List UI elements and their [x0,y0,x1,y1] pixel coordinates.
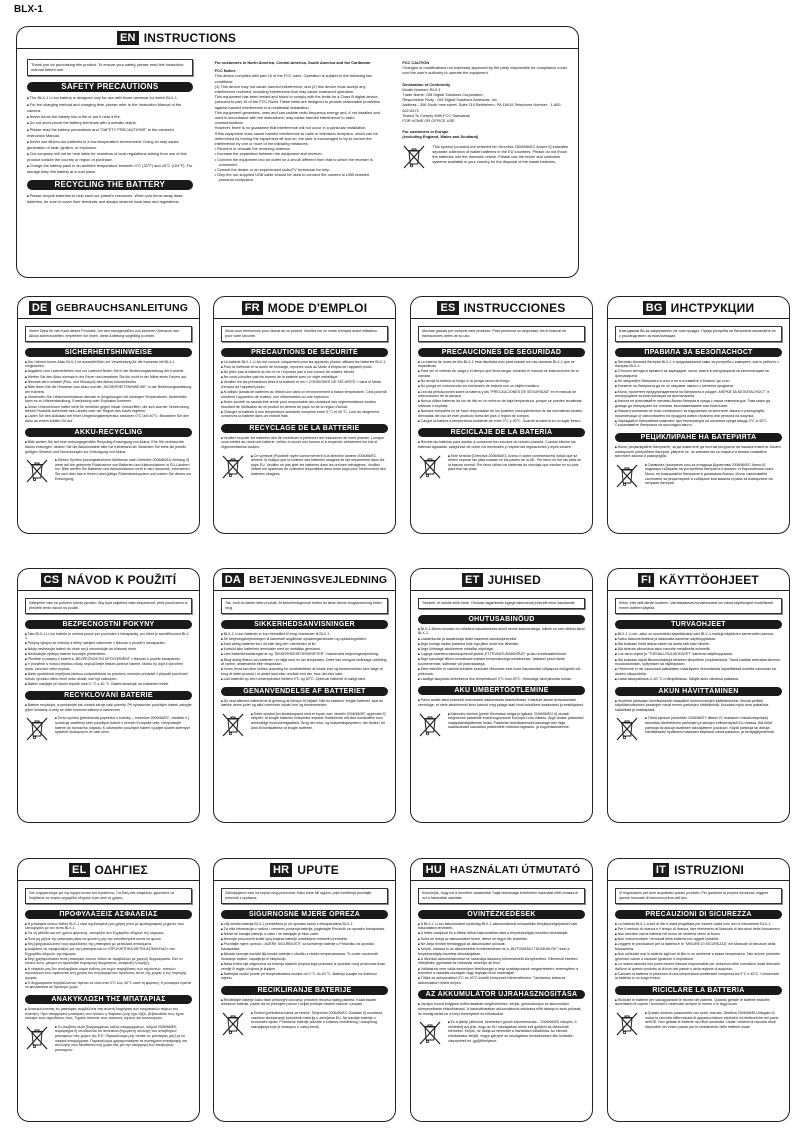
weee-text: ■ Dette symbol [en skraldespand med et kryds over, direktiv 2006/66/EF, appendix II] betyder, at brugte batterier indsamles separat. Batterierne må ikke bortskaffes som almindeligt husholdningsaffald. Brug det retur- og indsamlingssystem, der findes i dit land til bortskaffelse af brugte batterier. [251,712,388,737]
list-item: ■ Za više informacija o načinu i vremenu punjenja baterija, pogledajte Priručnik za uporabu fotoaparata. [221,927,388,932]
section-heading-safety: PRECAUZIONI DI SICUREZZA [615,910,782,919]
panel-title [214,297,395,319]
panel-fr [213,296,396,534]
panel-title [17,27,578,49]
panel-title-text: INSTRUCTIONS [143,30,237,45]
weee-notice [418,712,585,738]
crossed-out-wheeled-bin-icon [25,1025,49,1051]
list-item: ■ Относно метода и времето за зареждане, моля, вижте в инструкцията за експлоатация на фотоапарата. [615,369,782,378]
safety-list [27,95,193,175]
intro-box: Zahvaljujemo vam na kupnji ovog proizvoda. Kako biste bili sigurni, prije korištenja pročitajte priručnik s uputama. [221,888,388,904]
list-item: ■ Never throw the battery into a fire or put it near a fire. [27,114,193,120]
weee-notice [25,1025,192,1053]
language-code-badge: CS [41,573,63,587]
fcc-caution-text: Changes or modifications not expressly approved by the party responsible for compliance could void the user's authority to operate the equipment. [402,65,567,76]
list-item: ■ La batería de iones de litio BLX-1 está diseñada sólo para usarse con las cámaras BLX-1 que se especifican. [418,360,585,369]
section-heading-safety: SAFETY PRECAUTIONS [27,82,193,92]
list-item: ■ Lea las precauciones sobre la batería y las "PRECAUCIONES DE SEGURIDAD" en el manual de instrucciones de la cámara. [418,390,585,399]
fcc-paragraph: This equipment has been tested and found to comply with the limits for a Class B digital device, pursuant to part 15 of the FCC Rules.These limits are designed to provide reasonable protection against harmful interference in a residential installation. [214,94,381,110]
list-item: ■ Ärge kasutage liitium-ioonakusid madala temperatuuriga keskkonnas. Vastasel juhul riskite kuumenemise, süttimise või plahvatusega. [418,657,585,666]
panel-title [608,859,789,881]
list-item: ■ Älä koskaan heitä akkua tuleen tai aseta sitä tulen lähelle. [615,642,782,647]
language-code-badge: FR [242,301,263,315]
list-item: ■ Non utilizzate mai le batterie agli ioni di litio in un ambiente a bassa temperatura. Tale azione potrebbe generare calore o causare ignizione o esplosione. [615,952,782,961]
intro-box: Nous vous remercions pour l'achat de ce produit. Veuillez lire ce mode d'emploi avant utilisation pour votre sécurité. [221,326,388,342]
weee-text: ■ Ez a jelkép [áthúzott, kerekeken guruló szemeteskuka – 2006/66/EK irányelv, II. melléklet] azt jelzi, hogy az EU országaiban külön kell gyűjteni az elhasznált elemeket. Kérjük, ne dobja az elemeket a háztartási hulladékba. Az elemek eldobásakor kérjük, vegye igénybe az országában rendelkezésre álló hulladék-visszavételi és -gyűjtőhelyeket. [448,1020,585,1045]
section-heading-recycling: AKUN HÄVITTÄMINEN [615,687,782,696]
recycling-text: ■ Моля, рециклирайте батериите, за да помогнете да пестим ресурсите на нашата планета. Когато изхвърляте употребени батерии, уверете се, че клемите им са покрити и винаги спазвайте местните закони и разпоредби. [615,445,782,459]
doc-line: Tested To Comply With FCC Standards [402,112,470,118]
safety-list [221,360,388,419]
panel-title [18,297,199,319]
intro-box: Täname, et ostsite selle toote. Ohutuse tagamiseks lugege käesolevat juhendit enne kasutamist. [418,598,585,609]
intro-box: Σας ευχαριστούμε για την αγορά αυτού του προϊόντος. Για δική σας ασφάλεια, φροντίστε να διαβάσετε το παρόν εγχειρίδιο οδηγιών πριν από τη χρήση. [25,888,192,904]
weee-notice [615,716,782,742]
doc-heading: Declaration of Conformity [402,81,451,87]
panel-title-text: INSTRUCCIONES [463,300,566,315]
list-item: ■ Non cortocircuitare i terminali della batteria con oggetti metallici. [615,937,782,942]
intro-box: Tak, fordi du købte dette produkt. Af sikkerhedsgrunde bedes du læse denne brugsanvisning inden brug. [221,598,388,614]
recycling-text: ■ Please recycle batteries to help save our planet's resources. When you throw away dead batteries, be sure to cover their terminals and always observe local laws and regulations. [27,193,193,204]
section-heading-safety: SIKKERHEDSANVISNINGER [221,620,388,629]
list-item: ■ Ärge kunagi visake patareid tulle ega jätke seda tule lähedale. [418,642,585,647]
en-column-conformity [402,57,568,205]
fcc-paragraph: (1) This device may not cause harmful interference, and (2) this device must accept any interference received, including interference that may cause undesired operation. [214,83,366,95]
list-item: ■ La batterie BLX-1 Li-ion est conçue uniquement pour les appareils photos utilisant les batteries BLX-1. [221,360,388,365]
crossed-out-wheeled-bin-icon [615,716,639,742]
crossed-out-wheeled-bin-icon [25,716,49,742]
safety-list [25,360,192,424]
safety-list [25,632,192,687]
weee-text: ■ Ce symbole [Poubelle rayée conformément à la directive annexe 2006/66/EC annexe II] indique que la collecte des batteries usagées se fait séparément dans les pays EU. Veuillez ne pas jeter les batteries dans les ordures ménagères. Veuillez utiliser les systèmes de collection disponibles dans notre pays pour l'enlèvement des batteries usagées. [251,454,388,479]
recycling-text: ■ Recicle las baterías para ayudar a conservar los recursos de nuestro planeta. Cuando elimine las baterías agotadas, asegúrese de cubrir los terminales y respete las regulaciones y leyes locales. [418,440,585,449]
list-item: ■ Η θερμοκρασία περιβάλλοντος πρέπει να είναι από 0°C έως 40°C κατά τη φόρτιση. Η μπαταρία πρέπει να φυλάσσεται σε δροσερό χώρο. [25,981,192,990]
panel-title [214,569,395,591]
panel-title [18,859,199,881]
section-heading-recycling: RICICLARE LA BATTERIA [615,986,782,995]
safety-list [418,627,585,682]
panel-title [18,569,199,591]
weee-notice [418,1020,585,1046]
list-item: ■ Pour la méthode et la durée de recharge, reportez-vous au Mode d'emploi de l'appareil photo. [221,365,388,370]
list-item: ■ Læs batteriforholdsreglerne og "SIKKERHEDSFORSKRIFTER" i kameraets betjeningsvejledning. [221,652,388,657]
list-item: ■ Para ver el método de carga y el tiempo que lleva cargar, consulte el manual de instrucciones de la cámara. [418,369,585,378]
fcc-paragraph: This equipment generates, uses and can radiate radio frequency energy and, if not installed and used in accordance with the instructions, may cause harmful interference to radio communications. [214,109,380,126]
recycling-text: ■ Baterie recyklujte, a pomáhejte tak chránit zdroje naší planety. Při vyhazování použitých baterií zakryjte jejich kontakty a vždy se řiďte místními zákony a nařízeními. [25,703,192,712]
list-item: ■ Never use lithium-ion batteries in a low-temperature environment. Doing so may cause generation of heat, ignition, or explosion. [27,139,193,150]
list-item: ■ Η μπαταρία ιόντων λιθίου BLX-1 είναι σχεδιασμένη για χρήση μόνο με φωτογραφικές μηχανές που λειτουργούν με τον τύπο BLX-1. [25,922,192,931]
list-item: ■ N'utilisez jamais de batteries au lithium-ion dans un environnement à basse température. Cela pourrait entraîner l'apparition de chaleur, une inflammation ou une explosion. [221,390,388,399]
list-item: ■ Vállalatunk nem vállal semmilyen felelősséget a helyi szabályozások megsértéséért, amennyiben a terméket a vásárlás országán vagy régióján kívül használják. [418,967,585,976]
panel-fi [607,568,790,823]
panel-title-text: UPUTE [297,862,339,877]
list-item: ■ Werfen Sie den Akku niemals in ein Feuer und bewahren Sie ihn nicht in der Nähe eines Feuers auf. [25,375,192,380]
panel-title-text: HASZNÁLATI ÚTMUTATÓ [449,863,581,876]
list-item: ■ A töltés módjával és a töltési idővel kapcsolatban lásd a fényképezőgép kezelési útmutatóját. [418,931,585,936]
safety-list [615,632,782,682]
en-column-safety [27,57,193,205]
section-heading-safety: ПРАВИЛА ЗА БЕЗОПАСНОСТ [615,348,782,357]
list-item: ■ Notre société ne saurait être tenue pour responsable des violations des réglementations locales résultant de l'utilisation de ce produit en dehors du pays ou de la région d'achat. [221,400,388,409]
weee-text: ■ Questo simbolo (cassonetto con ruote, barrato, Direttiva 2006/66/EU Allegato II) indica la raccolta differenziata di apparecchiature elettriche ed elettroniche nei paesi dell'UE. Non gettate le batterie nei rifiuti domestici. Usate i sistemi di raccolta rifiuti disponibili nel vostro paese per lo smaltimento delle batterie usate. [645,1011,782,1036]
fcc-measure: • Only the our-supplied USB cable should be used to connect the camera to USB enabled personal computers. [215,172,381,182]
list-item: ■ BLX-1 liitium-ioonaku on mõeldud kasutamiseks ainult nende kaameratega, millele on see nähtud akud BLX-1. [418,627,585,636]
list-item: ■ Vores firma kan ikke holdes ansvarlig for overtrædelser af lokale love og bestemmelser som følge af brug af dette produkt i et andet land eller område end der, hvor det blev købt. [221,667,388,676]
panel-de [17,296,200,534]
recycling-text: ■ Járuljon hozzá bolygónk erőforrásainak megőrzéséhez: kérjük, gondoskodjon az akkumulátor környezetbarát eltávolításáról. A használhatatlan akkumulátorok eldobása előtt takarja le azok pólusait, és mindig tartsa be a helyi törvényeket és előírásokat. [418,1002,585,1016]
panel-en [16,26,579,278]
weee-notice [221,712,388,738]
list-item: ■ Our company will not be held liable for violations of local regulations arising from use of this product outside the country or region of purchase. [27,151,193,162]
crossed-out-wheeled-bin-icon [418,1020,442,1046]
list-item: ■ Kortslut ikke batteriets terminaler med en metallisk genstand. [221,647,388,652]
recycling-text: ■ Veuillez recycler les batteries afin de contribuer à préserver les ressources de notre planète. Lorsque vous mettez au rebut une batterie, veillez à couvrir ses bornes et à respecter strictement les lois et réglementations locales. [221,436,388,450]
list-item: ■ Verwenden Sie Lithiumionenakkus niemals in Umgebungen mit niedrigen Temperaturen. Andernfalls kann es zu Hitzeentwicklung, Entzündung oder Explosion kommen. [25,395,192,404]
list-item: ■ BLX-1 Li-ion -akku on suunniteltu käytettäväksi vain BLX-1-malleja käyttävien kameroiden kanssa. [615,632,782,637]
fcc-measure: • Consult the dealer or an experienced radio/TV technician for help. [215,167,381,172]
panel-title [214,859,395,881]
list-item: ■ Laden Sie den Akkusatz bei einer Umgebungstemperatur zwischen 0°C und 40°C. Bewahren Sie den Akku an einem kühlen Ort auf. [25,414,192,423]
section-heading-recycling: AKKU-RECYCLING [25,428,192,437]
safety-list [615,360,782,428]
recycling-text: ■ Palun andke akud planeedi ressursside säästmiseks taastöötlusse. Kasutute akude äraviskamisel veenduge, et olete akuklemmid kinni katnud ning pidage alati kinni kohalikest seadustest ja eeskirjadest. [418,698,585,707]
crossed-out-wheeled-bin-icon [402,144,426,170]
americas-heading: For customers in North America, Central America, South America and the Caribbean [214,60,371,65]
doc-line: Address : 306 South new street, Suite 110 Bethlehem, PA 18015 Telephone Number : 1-800-622-6372 [402,102,562,113]
intro-box: Thank you for purchasing this product. To ensure your safety, please read this instruction manual before use. [27,59,193,76]
panel-es [410,296,593,534]
list-item: ■ Ne zárja rövidre fémtárggyal az akkumulátor pólusait. [418,942,585,947]
panel-title [411,297,592,319]
list-item: ■ Caricare la batteria in presenza di una temperatura ambientale compresa tra 0°C e 40°C. Conservare la batteria in un luogo fresco. [615,972,782,981]
section-heading-recycling: ΑΝΑΚΥΚΛΩΣΗ ΤΗΣ ΜΠΑΤΑΡΙΑΣ [25,995,192,1004]
section-heading-recycling: RECYCLING THE BATTERY [27,180,193,190]
list-item: ■ Yhtiömme ei ole vastuussa paikallisten määräysten rikkomisesta käytettäessä tuotetta ostomaan tai -alueen ulkopuolella. [615,667,782,676]
section-heading-safety: TURVAOHJEET [615,620,782,629]
fcc-paragraph: However, there is no guarantee that interference will not occur in a particular installation. [214,125,367,131]
section-heading-safety: ÓVINTÉZKEDÉSEK [418,910,585,919]
weee-notice [402,144,568,170]
list-item: ■ Pokyny týkající se metody a délky nabíjení naleznete v Návodu k použití k fotoaparátu. [25,641,192,646]
list-item: ■ Клемите на батерията да не се свързват накъсо с метални предмети. [615,384,782,389]
list-item: ■ Älä aiheuta oikosulkua akun navoille metallisella esineellä. [615,647,782,652]
section-heading-recycling: RECYKLOVÁNÍ BATERIE [25,691,192,700]
list-item: ■ La nostra azienda non potrà essere ritenuta responsabile per violazioni delle normative locali derivanti dall'uso di questo prodotto al di fuori del paese o della regione di acquisto. [615,962,782,971]
model-label: BLX-1 [14,4,43,15]
language-code-badge: ET [462,573,482,587]
section-heading-recycling: GENANVENDELSE AF BATTERIET [221,687,388,696]
list-item: ■ Нашата компания не носи отговорност за нарушения на местните закони и разпоредби, произтичащи от използването на продукта извън страната или региона на покупка. [615,409,782,418]
crossed-out-wheeled-bin-icon [221,1011,245,1037]
safety-list [615,922,782,981]
weee-text: ■ Символът [зачеркнат кош за отпадъци Директива 2006/66/EC Анекс II] индикира събиране на употребени батерии в страните от Европейския съюз. Моля, не изхвърляйте батериите в домашния боклук. Моля, използвайте системите за рециклиране и събиране във вашата страна за изхвърляне на ненужни батерии. [645,463,782,488]
panel-et [410,568,593,823]
list-item: ■ Nemojte prouzročiti kratki spoj krajeva baterije umetanjem metalnih predmeta. [221,937,388,942]
panel-title [411,859,592,881]
list-item: ■ Nunca utilice baterías de ion de litio en un entorno de baja temperatura, porque se pueden recalentar, inflamar o explotar. [418,399,585,408]
list-item: ■ V prostředí s nízkou teplotou nikdy nepoužívejte lithium-iontové baterie. Mohlo by dojít k vytvoření tepla, vznícení nebo explozi. [25,662,192,671]
list-item: ■ No ponga en cortocircuito los terminales de batería con un objeto metálico. [418,384,585,389]
weee-text: ■ Tento symbol [přeškrtnutá popelnice s kolečky – směrnice 2006/66/EC, dodatek II.] označuje oddělený sběr použitých baterií v zemích Evropské unie. Nevyhazujte baterie do domácího odpadu. K odstranění použitých baterií využijte služeb sběrných systémů dostupných ve vaší zemi. [55,716,192,741]
language-code-badge: HU [423,863,445,877]
section-heading-safety: BEZPEČNOSTNÍ POKYNY [25,620,192,629]
list-item: ■ Per il metodo di ricarica e il tempo di ricarica, fare riferimento al Manuale di istruzioni della fotocamera. [615,927,782,932]
fcc-notice-heading: FCC Notice [214,68,236,74]
list-item: ■ Ποτέ μη ρίξετε την μπαταρία μέσα σε φωτιά ή μην την τοποθετήσετε κοντά σε φωτιά. [25,937,192,942]
list-item: ■ Για τη μέθοδο και τον χρόνο φόρτισης, ανατρέξτε στο Εγχειρίδιο οδηγιών της κάμερας. [25,931,192,936]
doc-line: Model Number: BLX-1 [402,86,441,92]
crossed-out-wheeled-bin-icon [418,454,442,480]
panel-hr [213,858,396,1122]
fcc-caution-heading: FCC CAUTION [402,60,430,65]
en-column-fcc [215,57,381,205]
intro-box: Kiitos, että ostit tämän tuotteen. Varmistaaksesi turvallisuutesi lue nämä käyttöohjeet huolellisesti ennen laitteen käyttöä. [615,598,782,614]
weee-text: This symbol [crossed-out wheeled bin Directive 2006/66/EC Annex II] indicates separate collection of waste batteries in the EU countries. Please do not throw the batteries into the domestic refuse. Please use the return and collection systems available in your country for the disposal of the waste batteries. [432,143,568,165]
list-item: ■ Никога не използвайте литиево-йонни батерии в среда с ниска температура. Това може да доведе до генериране на топлина, възпламеняване или експлозия. [615,399,782,408]
recycling-text: ■ Huolehdi paristojen kierrätyksestä maapallon luonnonvarojen säästämiseksi. Muista peittää käyttökelvottomien paristojen navat ennen paristojen hävittämistä. Noudata myös aina paikallisia säädöksiä ja määräyksiä. [615,699,782,713]
language-code-badge: BG [643,301,666,315]
list-item: ■ Bitte lesen Sie die Hinweise zum Akku und die „SICHERHEITSHINWEISE" in der Bedienungsanleitung der Kamera. [25,385,192,394]
doc-line: FOR HOME OR OFFICE USE [402,118,455,124]
recycling-text: ■ Ανακυκλώνοντας τις μπαταρίες συμβάλλετε στη σωστή διαχείριση των ενεργειακών πόρων του πλανήτη. Πριν απορρίψετε μπαταρίες των οποίων η διάρκεια ζωής έχει λήξει, βεβαιωθείτε πως έχετε καλύψει τους ακροδέκτες τους. Τηρείτε πάντοτε τους τοπικούς νόμους και κανονισμούς. [25,1007,192,1021]
weee-text: ■ Dieses Symbol [durchgestrichene Mülltonne nach Direktive 2006/66/EU Anhang II] weist auf die getrennte Rücknahme von Batterien und Akkumulatoren in EU-Ländern hin. Bitte werfen Sie Batterien und Akkumulatoren nicht in den Hausmüll. Informieren Sie sich über das in Ihrem Land gültige Rücknahmesystem und nutzen Sie dieses zur Entsorgung. [55,458,192,483]
list-item: ■ Laadimisviisi ja laadimisaja leiate kaamera kasutusjuhendist. [418,637,585,642]
section-heading-safety: PRECAUCIONES DE SEGURIDAD [418,348,585,357]
list-item: ■ Kast aldrig batteriet ind i ild eller læg det i nærheden af ild. [221,642,388,647]
list-item: ■ Литиево-йонната батерия BLX-1 е предназначена само за употреба с камерите, които работят с батерии BLX-1. [615,360,782,369]
section-heading-recycling: AZ AKKUMULÁTOR ÚJRAHASZNOSÍTÁSA [418,990,585,999]
language-code-badge: IT [653,863,669,877]
list-item: ■ Pročitajte mjere opreza i „MJERE SIGURNOSTI" za korištenje baterije u Priručniku za uporabu fotoaparata. [221,942,388,951]
language-code-badge: FI [638,573,654,587]
fcc-measure: • Increase the separation between the equipment and receiver. [215,151,381,156]
crossed-out-wheeled-bin-icon [418,712,442,738]
weee-notice [418,454,585,480]
doc-line: Trade Name: OM Digital Solutions Corporation [402,92,483,98]
panel-title-text: GEBRAUCHSANLEITUNG [55,301,189,314]
weee-notice [25,716,192,742]
weee-notice [25,458,192,484]
list-item: ■ Lugege kaamera kasutusjuhendi jaotist „ETTEVAATUSABINÕUD" ja aku ennetusabinõusid. [418,652,585,657]
list-item: ■ Baterijski modul punite pri temperaturama okoline od 0 °C do 40 °C. Bateriju čuvajte na hladnom mjestu. [221,972,388,981]
recycling-text: ■ Reciklirajte baterije kako biste pridonijeli očuvanju prirodnih resursa našeg planeta. Kada bacate istrošene baterije, pazite da im prekrijete polove i uvijek poštujte lokalne zakone i propise. [221,998,388,1007]
list-item: ■ Meie ettevõte ei vastuta kohalike seaduste rikkumise eest toote kasutamisel väljaspool müügiriiki või -piirkonda. [418,667,585,676]
list-item: ■ Моля, прочетете предупрежденията на батерията и раздел „МЕРКИ ЗА БЕЗОПАСНОСТ" в инструкцията за експлоатация на фотоапарата. [615,390,782,399]
list-item: ■ Ne jetez pas la batterie au feu et ne l'exposez pas à une source de chaleur élevée. [221,370,388,375]
list-item: ■ Leggere le precauzioni per la batteria e le "MISURE DI SICUREZZA" nel Manuale di istruzioni della fotocamera. [615,942,782,951]
list-item: ■ A BLX-1 Li-ion akkumulátort kizárólag BLX-1 akkumulátorral kompatibilis fényképezőgépekkel való használatra tervezték. [418,922,585,931]
list-item: ■ For the charging method and charging time, please refer to the Instruction Manual of the camera. [27,102,193,113]
list-item: ■ Charge the battery pack in an ambient temperature between 0°C (32°F) and 40°C (104°F). For storage keep the battery at a cool place. [27,163,193,174]
list-item: ■ No arroje la batería al fuego ni la ponga cerca del fuego. [418,379,585,384]
list-item: ■ Μην χρησιμοποιείτε ποτέ μπαταρίες ιόντων λιθίου σε περιβάλλον με χαμηλή θερμοκρασία. Εάν το κάνετε αυτό, μπορεί να προκληθεί παραγωγή θερμότητας, ανάφλεξη ή έκρηξη. [25,957,192,966]
list-item: ■ Cargue la batería a temperatura ambiente de entre 0°C y 40°C. Guarde la batería en un lugar fresco. [418,419,585,424]
fcc-paragraph: This device complies with part 15 of the FCC rules. Operation is subject to the following two conditions: [214,73,373,84]
doc-line: Responsible Party : OM Digital Solutions Americas, Inc. [402,97,498,103]
crossed-out-wheeled-bin-icon [221,712,245,738]
list-item: ■ Laadige akuplokki ümbritseva õhu temperatuuril 0°C kuni 40°C. Hoiustage akut jahedas kohas. [418,677,585,682]
safety-list [221,922,388,981]
weee-text: ■ Este símbolo [Directiva 2006/66/EC Anexo II sobre contenedores] indica que se deben separar las pilas usadas en los países de la UE. Por favor no tire las pilas en la basura normal. Por favor utilice los sistemas de reciclaje que existan en su país para tirar las pilas. [448,454,585,479]
panel-title-text: ИНСТРУКЦИИ [670,300,755,315]
list-item: ■ Naše společnost nepřijímá žádnou zodpovědnost za porušení místních předpisů v případě používání tohoto výrobku mimo zemi nebo oblast, kde byl zakoupen. [25,672,192,681]
list-item: ■ Chargez la batterie à une température ambiante comprise entre 0 °C et 40 °C. Lors du rangement, conservez la batterie dans un endroit frais. [221,410,388,419]
panel-title-text: BETJENINGSVEJLEDNING [249,573,388,586]
europe-subheading: (excluding England, Wales and Scotland) [402,134,479,140]
fcc-measure: • Reorient or relocate the receiving antenna. [215,146,381,151]
list-item: ■ Töltse az akkumulátort 0°C és 40°C közötti környezeti hőmérsékleten. Tároláshoz tartsa az akkumulátort hűvös helyen. [418,976,585,985]
panel-title [411,569,592,591]
list-item: ■ Nikad ne bacajte bateriju u vatru i ne stavljajte je blizu vatre. [221,932,388,937]
list-item: ■ Litij-ionska baterija BLX-1 predviđena je za uporabu samo s fotoaparatima BLX-1. [221,922,388,927]
list-item: ■ Η εταιρεία μας δεν αναλαμβάνει καμία ευθύνη για τυχόν παραβάσεις των ισχυόντων, τοπικών κανονισμών που οφείλονται στη χρήση του συγκεκριμένου προϊόντος εκτός της χώρας ή της περιοχής αγοράς. [25,967,192,981]
recycling-text: ■ Riciclate le batterie per salvaguardare le risorse del pianeta. Quando gettate le batterie esaurite, accertatevi di coprire i terminali e osservate sempre le norme e le leggi locali. [615,998,782,1007]
crossed-out-wheeled-bin-icon [221,454,245,480]
intro-box: Vi ringraziamo per aver acquistato questo prodotto. Per garantire la propria sicurezza, leggere questo manuale di istruzioni prima dell'uso. [615,888,782,904]
list-item: ■ Do not short-circuit the battery terminals with a metallic object. [27,120,193,126]
list-item: ■ Soha ne dobja az akkumulátort tűzbe, illetve ne tegye tűz közelébe. [418,937,585,942]
list-item: ■ Ne court-circuitez pas les bornes de la batterie avec un objet métallique. [221,375,388,380]
language-code-badge: DE [29,301,51,315]
weee-text: ■ Tämä symboli (direktiivin 2006/66/EY liitteen IV mukainen roskakorisymboli) tarkoittaa hävitettävien paristojen ja akkujen erilliskeräystä EU-maissa. Älä heitä paristoja tai akkuja tavallisen talousjätteen joukkoon. Käytä paristoja tai akkuja hävittäessäsi hyväksesi maassasi käytössä olevia palautus- ja keräysjärjestelmiä. [645,716,782,741]
section-heading-safety: OHUTUSABINÕUD [418,615,585,624]
safety-list [221,632,388,682]
safety-list [418,360,585,424]
recycling-text: ■ Bitte achten Sie auf eine ordnungsgemäße Recycling-Entsorgung von Akkus. Ehe Sie verbrauchte Akkus entsorgen, decken Sie die Akkukontakte bitte mit Klebeband ab. Beachten Sie stets die jeweils gültigen Gesetze und Verordnungen zur Entsorgung von Akkus. [25,440,192,454]
list-item: ■ Niemals die Kontakte (Plus- und Minuspol) des Akkus kurzschließen. [25,380,192,385]
weee-text: ■ Käesolev sümbol [peale tõmmatud ristiga prügikast, 2006/66/EÜ II] osutab tühjenenud patareide eraldi kogumisele Euroopa Liidu riikides. Ärge visake patareisid majapidamisjäätmete hulka. Patareide äraviskamiseks kasutage teie riigis saadaolevaid kasutatud patareidele mõeldud tagastus- ja kogumissüsteeme. [448,712,585,737]
crossed-out-wheeled-bin-icon [615,1011,639,1037]
list-item: ■ Lad batteriet op ved rumtemperatur mellem 0°C og 40°C. Opbevar batteriet et køligt sted. [221,677,388,682]
list-item: ■ Ärge lühistage akuklemme metallist objektiga. [418,647,585,652]
crossed-out-wheeled-bin-icon [615,463,639,489]
recycling-text: ■ Du skal aflevere batterierne til genbrug af hensyn til miljøet. Når du kasserer brugte batterier, skal du dække deres poler og altid overholde lokale love og bestemmelser. [221,699,388,708]
list-item: ■ Non lanciare mai la batteria nel fuoco né metterla vicino al fuoco. [615,932,782,937]
list-item: ■ Se betjeningsvejledningen til kameraet angående opladningsmetoden og opladningstiden. [221,637,388,642]
list-item: ■ Μη βραχυκυκλώνετε τους ακροδέκτες της μπαταρίας με μεταλλικά αντικείμενα. [25,942,192,947]
list-item: ■ Nezkratujte výstupy baterie kovovým předmětem. [25,652,192,657]
intro-box: Muchas gracias por comprar este producto. Para preservar su seguridad, lea el manual de instrucciones antes de su uso. [418,326,585,342]
section-heading-safety: ΠΡΟΦΥΛΑΞΕΙΣ ΑΣΦΑΛΕΙΑΣ [25,910,192,919]
list-item: ■ Lue akun ohjeet ja "TURVALLISUUSOHJEET" kameran käyttöoppaasta. [615,652,782,657]
list-item: ■ Nuestra compañía no se hace responsable de los posibles incumplimientos de las normativas locales derivadas del uso de este producto fuera del país o región de compra. [418,409,585,418]
panel-el [17,858,200,1122]
panel-title-text: MODE D'EMPLOI [267,300,368,315]
section-heading-recycling: AKU ÜMBERTÖÖTLEMINE [418,686,585,695]
list-item: ■ Nikada nemojte koristiti litij-ionske baterije u okolišu s niskim temperaturama. To može uzrokovati stvaranje topline, zapaljenje ili eksploziju. [221,952,388,961]
section-heading-safety: SICHERHEITSHINWEISE [25,348,192,357]
language-code-badge: EL [69,863,89,877]
crossed-out-wheeled-bin-icon [25,458,49,484]
list-item: ■ Please read the battery precautions and "SAFETY PRECAUTIONS" in the camera's Instruction Manual. [27,127,193,138]
list-item: ■ Der Lithium-Ionen-Akku BLX-1 ist ausschließlich zur Verwendung für die Kameras mit BLX-1 vorgesehen. [25,360,192,369]
panel-title-text: JUHISED [487,572,541,587]
list-item: ■ Unser Unternehmen haftet nicht für Verstöße gegen lokale Vorschriften, die sich aus der Verwendung dieses Produkts außerhalb des Landes oder der Region des Kaufs ergeben. [25,405,192,414]
list-item: ■ Baterii nabíjejte při okolní teplotě mezi 0 °C a 40 °C. Baterii skladujte na chladném místě. [25,682,192,687]
intro-box: Vielen Dank für den Kauf dieses Produkts. Um den sachgemäßen und sicheren Gebrauch des Akkus sicherzustellen, empfehlen wir Ihnen, diese Anleitung sorgfältig zu lesen. [25,326,192,342]
fcc-measure: • Connect the equipment into an outlet on a circuit different from that to which the receiver is connected. [215,157,381,167]
intro-box: Köszönjük, hogy ezt a terméket választotta! Saját biztonsága érdekében használat előtt olvassa el ezt a használati utasítást. [418,888,585,904]
language-code-badge: ES [437,301,458,315]
panel-title [608,297,789,319]
list-item: ■ Nikdy nevhazujte baterii do ohně ani ji neumisťujte do blízkosti ohně. [25,647,192,652]
weee-notice [221,1011,388,1037]
list-item: ■ Tato BLX-1 Li-ion baterie je určena pouze pro používání s fotoaparáty, pro které je specifikováno BLX-1. [25,632,192,641]
panel-title-text: KÄYTTÖOHJEET [659,572,759,587]
intro-box: Děkujeme vám za pořízení tohoto výrobku. Aby byla zajištěna vaše bezpečnost, před používáním si přečtěte tento návod na použití. [25,598,192,614]
list-item: ■ Přečtěte si pokyny k baterii a „BEZPEČNOSTNÍ UPOZORNĚNÍ" v Návodu k použití fotoaparátu. [25,657,192,662]
list-item: ■ La batteria BLX-1 a ioni di litio è stata progettata per essere usata solo con le fotocamere BLX-1. [615,922,782,927]
language-code-badge: HR [270,863,292,877]
list-item: ■ Зареждайте батерийния комплект при температура на околната среда между 0°C и 40°C. Съхранявайте батерията на прохладно място. [615,419,782,428]
list-item: ■ The BLX-1 Li-ion battery is designed only for use with those cameras for which BLX-1. [27,95,193,101]
europe-heading: For customers in Europe [402,129,449,135]
intro-box: Благодарим Ви за закупуването на този продукт. Преди употреба на батерията запознайте се с ръководството за експлоатация. [615,326,782,342]
list-item: ■ Διαβάστε τις προφυλάξεις για την μπαταρία και το «ΠΡΟΛΗΠΤΙΚΑ ΜΕΤΡΑ ΑΣΦΑΛΕΙΑΣ» στο Εγχειρίδιο οδηγιών της κάμερας. [25,947,192,956]
weee-text: ■ Το σύμβολο αυτό [διαγραμμένος κάδος απορριμμάτων, οδηγία 2006/66/ΕΚ, παράρτημα II] υποδεικνύει ότι απαιτείται ξεχωριστή συλλογή των αποβλήτων μπαταριών στις χώρες της Ε.Ε. Παρακαλούμε μην πετάτε τις μπαταρίες μαζί με τα οικιακά απορρίμματα. Παρακαλούμε χρησιμοποιήστε τα συστήματα επιστροφής και συλλογής που διατίθενται στη χώρα σας για την απόρριψη των αποβλήτων μπαταριών. [55,1025,192,1053]
language-code-badge: EN [117,31,139,45]
language-code-badge: DA [222,573,244,587]
weee-notice [221,454,388,480]
panel-title-text: NÁVOD K POUŽITÍ [67,572,177,587]
panel-title-text: ISTRUZIONI [674,862,745,877]
panel-bg [607,296,790,534]
list-item: ■ Naša tvrtka nije odgovorna za kršenja lokalnih propisa koja proizlaze iz uporabe ovog proizvoda izvan zemlje ili regije u kojima je kupljen. [221,962,388,971]
section-heading-recycling: RECYCLAGE DE LA BATTERIE [221,424,388,433]
section-heading-recycling: RECIKLIRANJE BATERIJE [221,986,388,995]
list-item: ■ Lataa akkupakkaus 0–40 °C:n lämpötilassa. Säilytä akku viileässä paikassa. [615,677,782,682]
panel-title [608,569,789,591]
fcc-paragraph: If this equipment does cause harmful interference to radio or television reception, which can be determined by turning the equipment off and on, the user is encouraged to try to correct the interference by one or more of the following measures: [214,130,378,147]
weee-notice [615,1011,782,1037]
section-heading-safety: PRÉCAUTIONS DE SÉCURITÉ [221,348,388,357]
section-heading-recycling: РЕЦИКЛИРАНЕ НА БАТЕРИЯТА [615,433,782,442]
panel-it [607,858,790,1122]
panel-cs [17,568,200,823]
safety-list [418,922,585,986]
list-item: ■ Angaben zum Ladeverfahren und zur Ladezeit finden Sie in der Bedienungsanleitung der Kamera. [25,369,192,374]
panel-da [213,568,396,823]
section-heading-recycling: RECICLAJE DE LA BATERÍA [418,428,585,437]
panel-title-text: ΟΔΗΓΙΕΣ [94,862,148,877]
list-item: ■ Veuillez lire les précautions liées à la batterie et les « CONSIGNES DE SÉCURITÉ » dans le Mode d'emploi de l'appareil photo. [221,380,388,389]
list-item: ■ Brug aldrig lithium-ion-batterier i et miljø med en lav temperatur. Dette kan muligvis forårsage udvikling af varme, antændelse eller eksplosion. [221,658,388,667]
weee-text: ■ Simbol [prekrižena kanta za smeće, Smjernica 2006/66/EC Dodatak II] označava zasebno zbrinjavanje potrošenih baterija u zemljama EU. Ne bacajte baterije u komunalni otpad. Potrošene baterije odložite u sustavu recikliranog i odvojenog sakupljanja koje je dostupno u vašoj zemlji. [251,1011,388,1036]
list-item: ■ Не хвърляйте батерията в огън и не я оставяйте в близост до огън. [615,379,782,384]
weee-notice [615,463,782,489]
list-item: ■ Älä koskaan käytä litiumioniakkuja alhaisen lämpötilan ympäristöissä. Tämä saattaa aiheuttaa lämmön muodostumisen, syttymisen tai räjähdyksen. [615,658,782,667]
list-item: ■ Katso lataumenetelmä ja latausaika kameran käyttöoppaasta. [615,637,782,642]
panel-hu [410,858,593,1122]
section-heading-safety: SIGURNOSNE MJERE OPREZA [221,910,388,919]
safety-list [25,922,192,990]
list-item: ■ Kérjük, olvassa el az akkukezelési óvintézkedések és a „BIZTONSÁGI TUDNIVALÓK" részt a fényképezőgép kezelési útmutatójában. [418,947,585,956]
list-item: ■ BLX-1 Li-ion-batteriet er kun fremstillet til brug i kameraer til BLX-1. [221,632,388,637]
list-item: ■ A lítiumion-akkumulátorokat ne használja alacsony hőmérsékletű környezetben. Ellenkező esetben hőfejlődés, gyulladás és robbanás veszélye áll fenn. [418,957,585,966]
